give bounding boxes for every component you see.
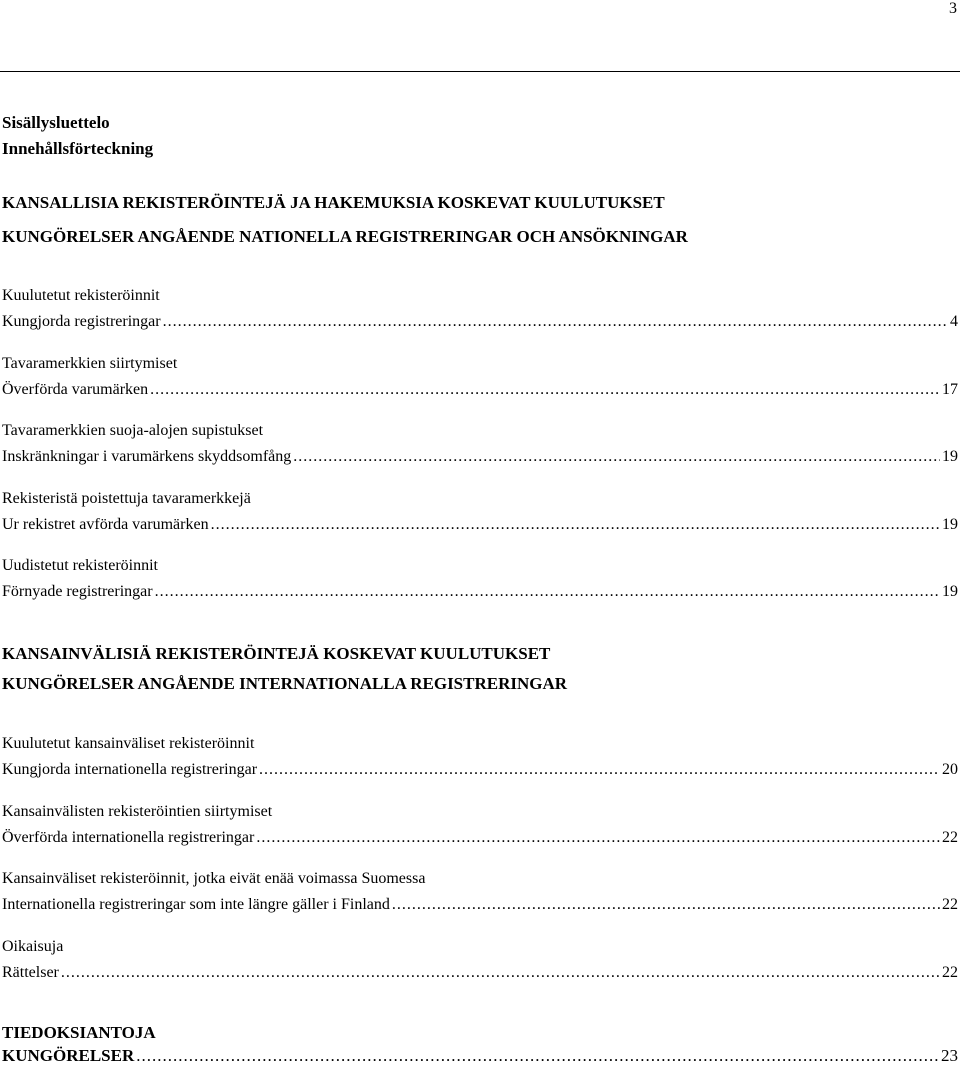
toc-entry-sv: Internationella registreringar som inte längre gäller i Finland [2, 896, 390, 913]
toc-entry-fi: Tavaramerkkien suoja-alojen supistukset [2, 422, 264, 439]
toc-entry-sv: Överförda internationella registreringar [2, 829, 255, 846]
toc-entry-page: 23 [941, 1046, 958, 1065]
toc-entry-fi: Tavaramerkkien siirtymiset [2, 355, 178, 372]
toc-entry-sv: Rättelser [2, 964, 59, 981]
toc-entry-page: 22 [942, 829, 958, 846]
toc-entry-fi: Uudistetut rekisteröinnit [2, 557, 158, 574]
toc-entry[interactable] [2, 447, 958, 467]
toc-entry-fi: Kuulutetut rekisteröinnit [2, 287, 160, 304]
national-heading-fi: KANSALLISIA REKISTERÖINTEJÄ JA HAKEMUKSIA KOSKEVAT KUULUTUKSET [2, 193, 665, 212]
page-number: 3 [949, 0, 957, 17]
dot-leader [211, 515, 940, 535]
national-heading-sv: KUNGÖRELSER ANGÅENDE NATIONELLA REGISTRERINGAR OCH ANSÖKNINGAR [2, 227, 688, 246]
toc-entry-sv: Ur rekistret avförda varumärken [2, 516, 209, 533]
toc-entry[interactable] [2, 895, 958, 915]
toc-entry-page: 20 [942, 761, 958, 778]
dot-leader [163, 312, 948, 332]
dot-leader [61, 963, 940, 983]
toc-entry-fi: Kuulutetut kansainväliset rekisteröinnit [2, 735, 255, 752]
toc-entry-page: 19 [942, 583, 958, 600]
toc-entry[interactable] [2, 582, 958, 602]
international-heading-sv: KUNGÖRELSER ANGÅENDE INTERNATIONALLA REGISTRERINGAR [2, 674, 568, 693]
toc-entry-page: 22 [942, 896, 958, 913]
contents-title-sv: Innehållsförteckning [2, 139, 154, 158]
toc-entry[interactable] [2, 380, 958, 400]
toc-entry-page: 19 [942, 448, 958, 465]
toc-entry-notices[interactable] [2, 1046, 958, 1066]
toc-entry-sv: Överförda varumärken [2, 381, 149, 398]
toc-entry-page: 17 [942, 381, 958, 398]
dot-leader [392, 895, 940, 915]
dot-leader [155, 582, 940, 602]
toc-entry[interactable] [2, 515, 958, 535]
toc-entry-sv: Inskränkningar i varumärkens skyddsomfång [2, 448, 292, 465]
toc-entry-page: 19 [942, 516, 958, 533]
dot-leader [293, 447, 940, 467]
contents-title-fi: Sisällysluettelo [2, 113, 110, 132]
toc-entry[interactable] [2, 760, 958, 780]
notices-heading-sv: KUNGÖRELSER [2, 1046, 135, 1065]
dot-leader [256, 828, 940, 848]
toc-entry-fi: Rekisteristä poistettuja tavaramerkkejä [2, 490, 251, 507]
toc-entry-fi: Oikaisuja [2, 938, 64, 955]
toc-entry-sv: Kungjorda internationella registreringar [2, 761, 258, 778]
dot-leader [150, 380, 940, 400]
toc-entry-sv: Förnyade registreringar [2, 583, 153, 600]
toc-entry-fi: Kansainvälisten rekisteröintien siirtymiset [2, 803, 273, 820]
toc-entry[interactable] [2, 312, 958, 332]
toc-entry-fi: Kansainväliset rekisteröinnit, jotka eivät enää voimassa Suomessa [2, 870, 426, 887]
toc-entry[interactable] [2, 963, 958, 983]
international-heading-fi: KANSAINVÄLISIÄ REKISTERÖINTEJÄ KOSKEVAT KUULUTUKSET [2, 644, 551, 663]
header-rule [0, 71, 960, 72]
toc-entry-page: 22 [942, 964, 958, 981]
dot-leader [136, 1046, 939, 1066]
toc-entry[interactable] [2, 828, 958, 848]
toc-entry-sv: Kungjorda registreringar [2, 313, 161, 330]
dot-leader [259, 760, 940, 780]
contents-title [2, 110, 153, 162]
notices-heading-fi: TIEDOKSIANTOJA [2, 1023, 156, 1042]
toc-entry-page: 4 [950, 313, 958, 330]
